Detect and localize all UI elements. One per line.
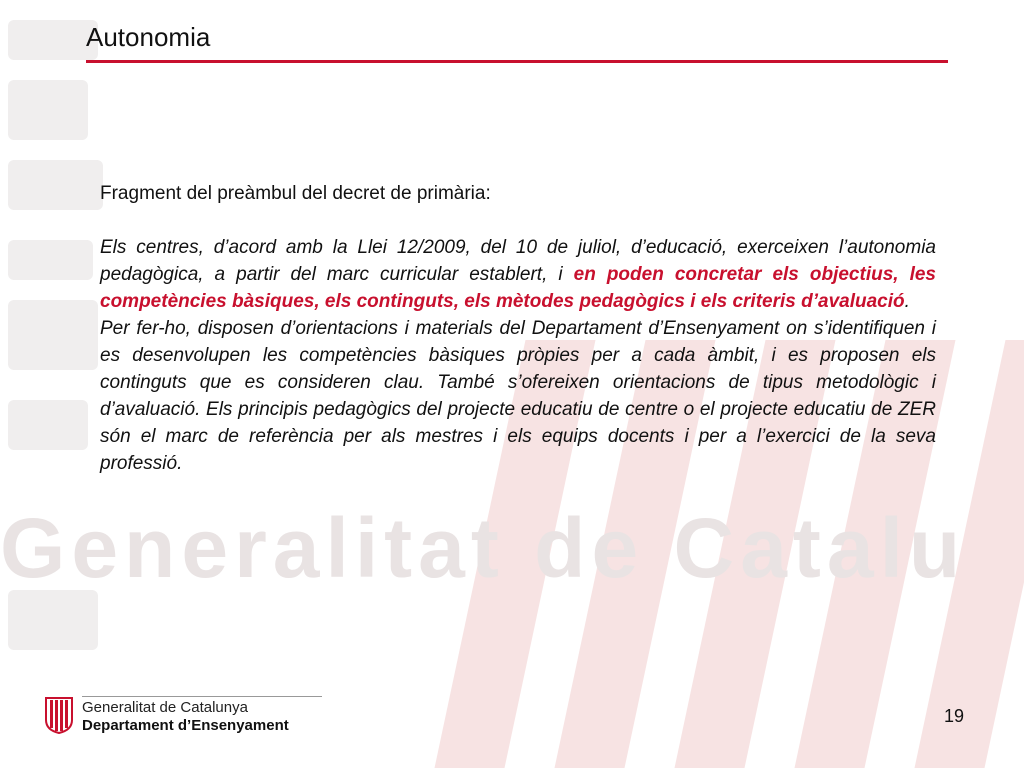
paragraph-1-end: . — [904, 291, 910, 312]
slide-title: Autonomia — [86, 22, 211, 52]
paragraph-2: Per fer-ho, disposen d’orientacions i materials del Departament d’Ensenyament on s’identifiquen i es desenvolupen les competències bàsiques pròpies per a cada àmbit, i es proposen els continguts que es consideren clau. També s’ofereixen orientacions de tipus metodològic i d’avaluació. Els principis pedagògics del projecte educatiu de centre o el projecte educatiu de ZER són el marc de referència per als mestres i els equips docents i per a l’exercici de la seva professió. — [100, 318, 936, 474]
paragraph-1 — [100, 234, 936, 315]
intro-text: Fragment del preàmbul del decret de primària: — [100, 183, 491, 204]
org-name: Generalitat de Catalunya — [82, 699, 248, 716]
footer-logo — [44, 696, 322, 735]
watermark-left-pattern — [0, 0, 110, 768]
title-divider — [86, 60, 948, 63]
watermark-text: Generalitat de Catalu — [0, 501, 967, 595]
page-number: 19 — [944, 706, 965, 726]
paragraph-1-highlight: en poden concretar els objectius, les competències bàsiques, els continguts, els mètodes pedagògics i els criteris d’avaluació — [100, 264, 936, 312]
footer-names — [82, 696, 322, 735]
slide-content — [100, 180, 936, 477]
department-name: Departament d’Ensenyament — [82, 717, 289, 734]
senyera-emblem-icon — [44, 696, 74, 734]
paragraph-1-text: Els centres, d’acord amb la Llei 12/2009, del 10 de juliol, d’educació, exerceixen l’autonomia pedagògica, a partir del marc curricular establert, i — [100, 237, 936, 285]
